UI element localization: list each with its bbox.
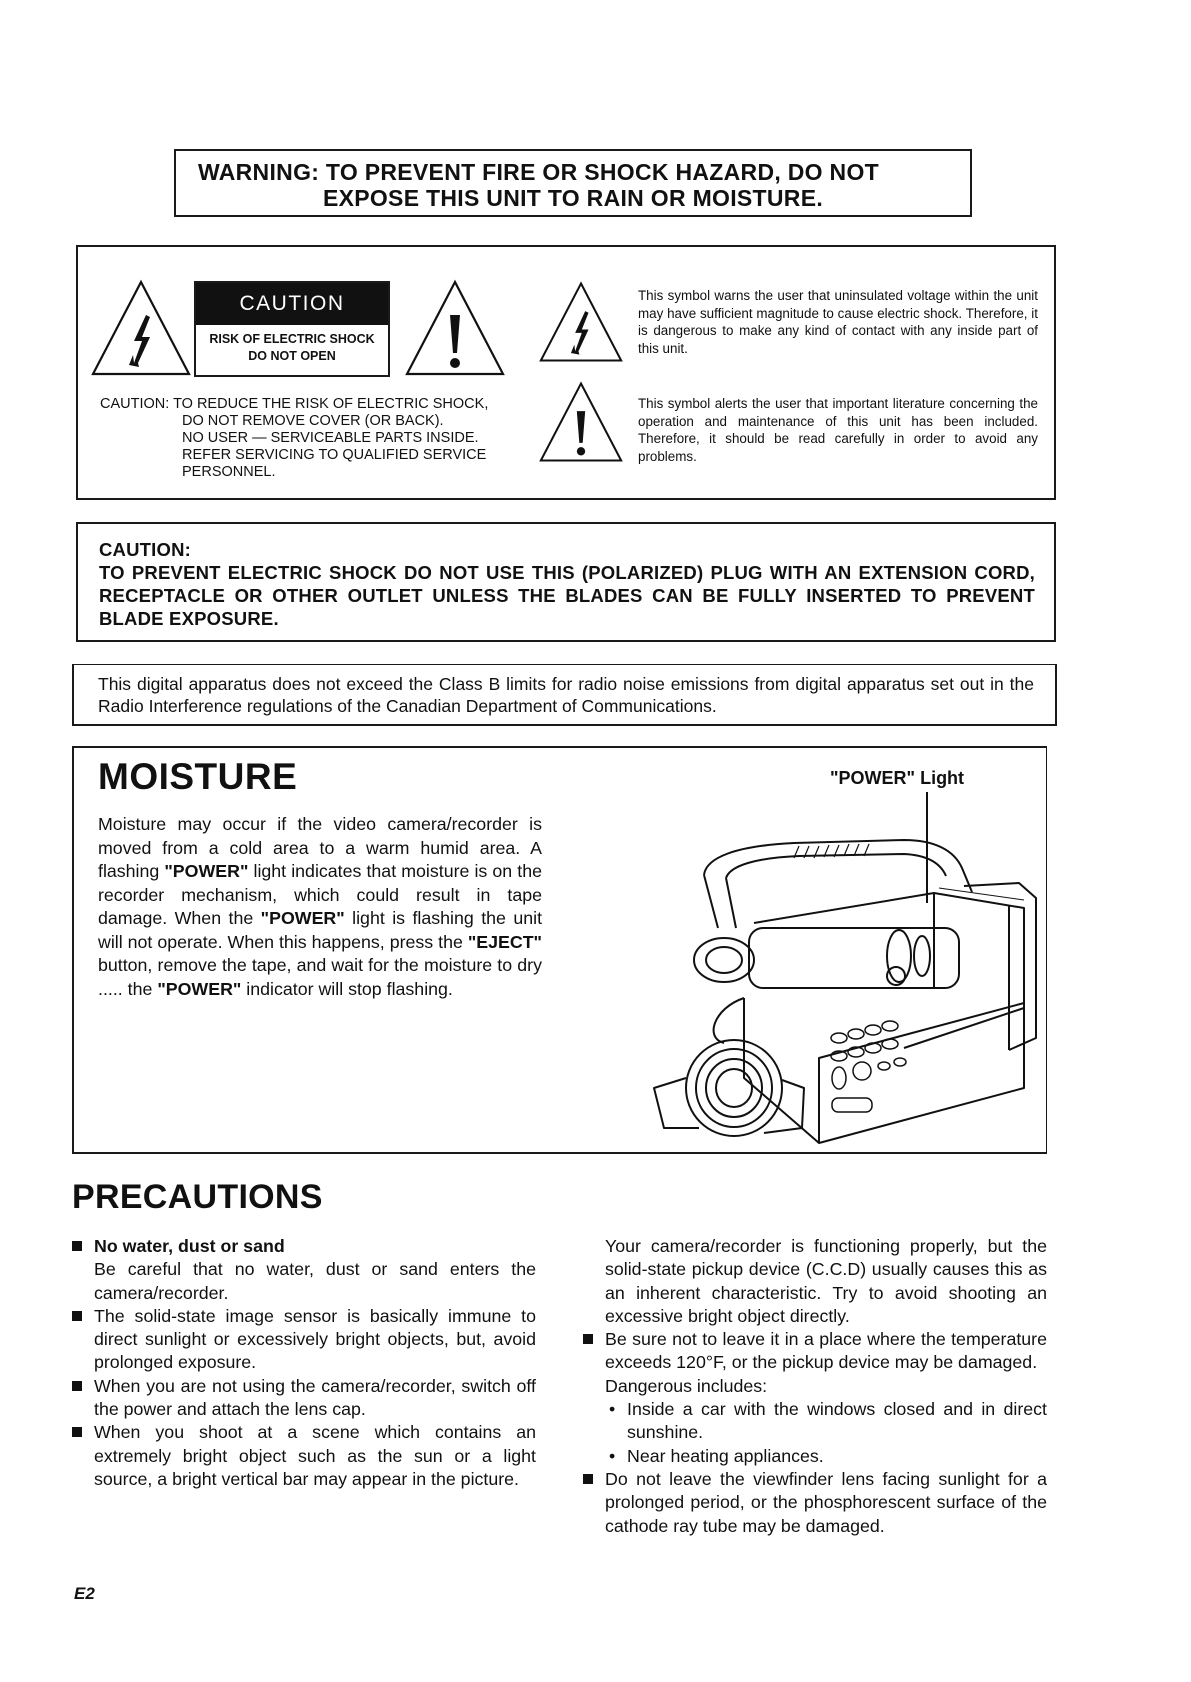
list-item: The solid-state image sensor is basically immune to direct sunlight or excessively bright objects, but, avoid prolonged exposure. (72, 1305, 536, 1375)
list-item: • Near heating appliances. (583, 1445, 1047, 1468)
list-item (72, 1235, 536, 1258)
page-number: E2 (74, 1584, 95, 1603)
warning-line-2: EXPOSE THIS UNIT TO RAIN OR MOISTURE. (322, 185, 824, 211)
bright-object-continuation: Your camera/recorder is functioning properly, but the solid-state pickup device (C.C.D) usually causes this as an inherent characteristic. Try to avoid shooting an excessive bright object directly. (605, 1236, 1047, 1326)
no-water-heading: No water, dust or sand (94, 1236, 285, 1256)
bolt-symbol-description: This symbol warns the user that uninsulated voltage within the unit may have sufficient magnitude to cause electric shock. Therefore, it is dangerous to make any kind of contact with any inside part of this unit. (638, 288, 1038, 356)
caution-prefix: CAUTION: (100, 396, 170, 412)
caution-label-open: DO NOT OPEN (248, 349, 336, 363)
caution-label-risk: RISK OF ELECTRIC SHOCK (209, 332, 375, 346)
bullet-square-icon (72, 1311, 82, 1321)
bullet-dot-icon: • (609, 1399, 616, 1420)
bullet-dot-icon: • (609, 1445, 616, 1466)
caution-line: REFER SERVICING TO QUALIFIED SERVICE (182, 447, 487, 463)
caution-line: DO NOT REMOVE COVER (OR BACK). (182, 413, 444, 429)
list-item: When you shoot at a scene which contains an extremely bright object such as the sun or a light source, a bright vertical bar may appear in the picture. (72, 1421, 536, 1491)
exclamation-icon (404, 279, 506, 377)
caution-label (194, 281, 390, 377)
bullet-square-icon (583, 1334, 593, 1344)
list-item: Do not leave the viewfinder lens facing sunlight for a prolonged period, or the phosphorescent surface of the cathode ray tube may be damaged. (583, 1468, 1047, 1538)
precautions-left-column (72, 1235, 536, 1491)
dangerous-includes: Dangerous includes: (605, 1375, 768, 1396)
reduce-risk-caution (100, 396, 488, 481)
bullet-square-icon (72, 1427, 82, 1437)
list-item: • Inside a car with the windows closed and in direct sunshine. (609, 1399, 1047, 1443)
caution-line: NO USER — SERVICEABLE PARTS INSIDE. (182, 430, 479, 446)
plug-caution-box (76, 522, 1056, 642)
warning-banner (174, 149, 972, 217)
warning-line-1: WARNING: TO PREVENT FIRE OR SHOCK HAZARD, DO NOT (198, 159, 879, 185)
exclamation-symbol-description: This symbol alerts the user that important literature concerning the operation and maintenance of this unit has been included. Therefore, it should be read carefully in order to avoid any problems. (638, 396, 1038, 464)
moisture-section (72, 746, 1047, 1154)
exclamation-icon (538, 381, 624, 463)
list-item: When you are not using the camera/recorder, switch off the power and attach the lens cap. (72, 1375, 536, 1422)
precautions-title: PRECAUTIONS (72, 1178, 323, 1216)
list-item: Be sure not to leave it in a place where the temperature exceeds 120°F, or the pickup device may be damaged. (583, 1328, 1047, 1375)
moisture-title: MOISTURE (98, 756, 298, 797)
precautions-right-column (583, 1235, 1047, 1538)
safety-symbols-box (76, 245, 1056, 500)
no-water-text: Be careful that no water, dust or sand enters the camera/recorder. (94, 1259, 536, 1303)
bullet-square-icon (72, 1241, 82, 1251)
caution-label-head: CAUTION (196, 283, 388, 325)
bullet-square-icon (72, 1381, 82, 1391)
power-light-label: "POWER" Light (830, 768, 965, 788)
class-b-notice (72, 664, 1057, 726)
caution-line: TO REDUCE THE RISK OF ELECTRIC SHOCK, (173, 396, 489, 412)
lightning-bolt-icon (538, 281, 624, 363)
moisture-text: Moisture may occur if the video camera/recorder is moved from a cold area to a warm humid area. A flashing "POWER" light indicates that moisture is on the recorder mechanism, which could result in tape damage. When the "POWER" light is flashing the unit will not operate. When this happens, press the "EJECT" button, remove the tape, and wait for the moisture to dry ..... the "POWER" indicator will stop flashing. (98, 814, 543, 999)
plug-caution-title: CAUTION: (99, 539, 192, 560)
lightning-bolt-icon (90, 279, 192, 377)
class-b-text: This digital apparatus does not exceed the Class B limits for radio noise emissions from digital apparatus set out in the Radio Interference regulations of the Canadian Department of Communications. (98, 674, 1034, 716)
bullet-square-icon (583, 1474, 593, 1484)
camcorder-illustration (604, 788, 1044, 1153)
caution-line: PERSONNEL. (182, 464, 276, 480)
plug-caution-text: TO PREVENT ELECTRIC SHOCK DO NOT USE THIS (POLARIZED) PLUG WITH AN EXTENSION CORD, RECEPTACLE OR OTHER OUTLET UNLESS THE BLADES CAN BE FULLY INSERTED TO PREVENT BLADE EXPOSURE. (99, 562, 1035, 629)
